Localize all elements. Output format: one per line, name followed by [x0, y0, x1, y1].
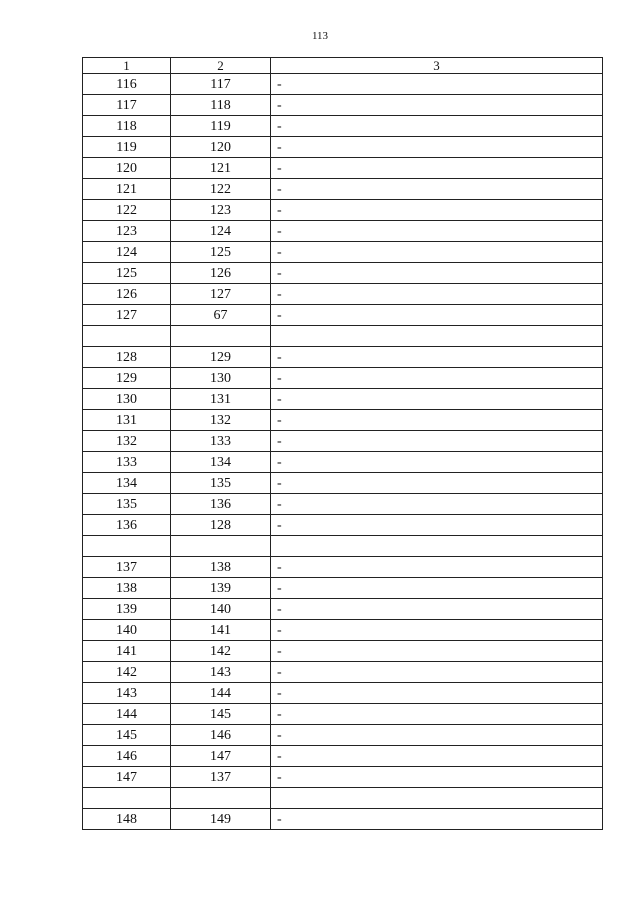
table-row: [83, 347, 603, 368]
table-cell-col-1: 121: [83, 179, 171, 200]
table-cell-col-3: -: [271, 347, 603, 368]
data-table: [82, 57, 603, 830]
table-cell-col-1: 129: [83, 368, 171, 389]
table-body: [83, 74, 603, 830]
table-cell-col-2: 139: [171, 578, 271, 599]
table-cell-col-2: 136: [171, 494, 271, 515]
table-cell-col-2: 129: [171, 347, 271, 368]
table-row: [83, 263, 603, 284]
table-cell-col-2: 140: [171, 599, 271, 620]
table-cell-col-1: 117: [83, 95, 171, 116]
table-cell-col-3: -: [271, 494, 603, 515]
table-cell-col-1: 116: [83, 74, 171, 95]
table-cell-col-1: 122: [83, 200, 171, 221]
table-cell-col-2: 145: [171, 704, 271, 725]
table-row: [83, 326, 603, 347]
table-row: [83, 452, 603, 473]
table-cell-col-1: 135: [83, 494, 171, 515]
table-cell-col-3: -: [271, 284, 603, 305]
table-cell-col-3: -: [271, 641, 603, 662]
table-cell-col-1: 140: [83, 620, 171, 641]
table-row: [83, 389, 603, 410]
table-cell-col-1: 144: [83, 704, 171, 725]
table-cell-col-2: 137: [171, 767, 271, 788]
table-cell-col-3: -: [271, 809, 603, 830]
table-cell-col-3: -: [271, 158, 603, 179]
table-cell-col-2: 131: [171, 389, 271, 410]
table-cell-col-2: 127: [171, 284, 271, 305]
table-cell-col-1: 124: [83, 242, 171, 263]
table-row: [83, 431, 603, 452]
table-cell-col-2: 126: [171, 263, 271, 284]
table-cell-col-3: -: [271, 557, 603, 578]
table-row: [83, 683, 603, 704]
table-cell-col-1: [83, 788, 171, 809]
table-cell-col-2: 122: [171, 179, 271, 200]
table-row: [83, 410, 603, 431]
table-cell-col-3: -: [271, 242, 603, 263]
table-row: [83, 284, 603, 305]
table-cell-col-2: 144: [171, 683, 271, 704]
table-cell-col-1: 131: [83, 410, 171, 431]
table-cell-col-2: 123: [171, 200, 271, 221]
table-row: [83, 95, 603, 116]
table-row: [83, 809, 603, 830]
table-cell-col-2: [171, 536, 271, 557]
table-cell-col-1: 128: [83, 347, 171, 368]
table-cell-col-3: -: [271, 221, 603, 242]
table-cell-col-1: 123: [83, 221, 171, 242]
table-cell-col-2: 121: [171, 158, 271, 179]
table-cell-col-1: 139: [83, 599, 171, 620]
table-cell-col-1: 126: [83, 284, 171, 305]
table-cell-col-1: 118: [83, 116, 171, 137]
table-cell-col-2: 141: [171, 620, 271, 641]
table-header-row: [83, 58, 603, 74]
column-header-2: 2: [171, 58, 271, 74]
table-cell-col-2: 142: [171, 641, 271, 662]
table-cell-col-1: 147: [83, 767, 171, 788]
table-cell-col-2: 128: [171, 515, 271, 536]
table-cell-col-3: -: [271, 137, 603, 158]
table-cell-col-1: [83, 536, 171, 557]
table-cell-col-1: 146: [83, 746, 171, 767]
table-cell-col-2: 124: [171, 221, 271, 242]
table-row: [83, 746, 603, 767]
table-cell-col-2: [171, 326, 271, 347]
table-cell-col-3: [271, 326, 603, 347]
table-cell-col-2: 138: [171, 557, 271, 578]
table-row: [83, 578, 603, 599]
table-cell-col-3: -: [271, 767, 603, 788]
table-row: [83, 494, 603, 515]
table-cell-col-3: -: [271, 305, 603, 326]
table-row: [83, 557, 603, 578]
table-cell-col-2: [171, 788, 271, 809]
table-row: [83, 599, 603, 620]
table-cell-col-1: [83, 326, 171, 347]
table-cell-col-3: -: [271, 431, 603, 452]
table-cell-col-1: 119: [83, 137, 171, 158]
table-cell-col-3: -: [271, 368, 603, 389]
table-row: [83, 767, 603, 788]
table-cell-col-3: -: [271, 389, 603, 410]
table-row: [83, 536, 603, 557]
table-cell-col-2: 119: [171, 116, 271, 137]
table-row: [83, 158, 603, 179]
table-cell-col-3: -: [271, 683, 603, 704]
table-cell-col-1: 125: [83, 263, 171, 284]
table-row: [83, 662, 603, 683]
table-cell-col-1: 145: [83, 725, 171, 746]
table-cell-col-1: 141: [83, 641, 171, 662]
table-row: [83, 137, 603, 158]
table-cell-col-2: 135: [171, 473, 271, 494]
table-cell-col-1: 143: [83, 683, 171, 704]
table-cell-col-1: 142: [83, 662, 171, 683]
table-row: [83, 200, 603, 221]
table-cell-col-2: 149: [171, 809, 271, 830]
table-row: [83, 221, 603, 242]
column-header-1: 1: [83, 58, 171, 74]
table-cell-col-1: 130: [83, 389, 171, 410]
table-cell-col-1: 137: [83, 557, 171, 578]
table-cell-col-3: -: [271, 179, 603, 200]
table-cell-col-3: -: [271, 74, 603, 95]
table-cell-col-1: 136: [83, 515, 171, 536]
table-cell-col-3: -: [271, 473, 603, 494]
table-row: [83, 725, 603, 746]
table-cell-col-2: 117: [171, 74, 271, 95]
table-cell-col-2: 120: [171, 137, 271, 158]
table-cell-col-2: 118: [171, 95, 271, 116]
table-cell-col-1: 120: [83, 158, 171, 179]
table-row: [83, 116, 603, 137]
table-cell-col-2: 134: [171, 452, 271, 473]
table-cell-col-3: -: [271, 452, 603, 473]
table-cell-col-1: 132: [83, 431, 171, 452]
table-cell-col-1: 127: [83, 305, 171, 326]
table-row: [83, 704, 603, 725]
table-cell-col-3: -: [271, 263, 603, 284]
footer-scan-marks: [0, 892, 640, 900]
table-cell-col-2: 133: [171, 431, 271, 452]
table-row: [83, 305, 603, 326]
table-cell-col-3: -: [271, 95, 603, 116]
table-cell-col-1: 134: [83, 473, 171, 494]
table-cell-col-3: -: [271, 704, 603, 725]
table-cell-col-1: 138: [83, 578, 171, 599]
table-cell-col-2: 132: [171, 410, 271, 431]
table-cell-col-2: 130: [171, 368, 271, 389]
page-number: 113: [311, 30, 329, 42]
table-row: [83, 368, 603, 389]
table-cell-col-3: [271, 788, 603, 809]
column-header-3: 3: [271, 58, 603, 74]
table-row: [83, 74, 603, 95]
table-row: [83, 179, 603, 200]
table-cell-col-3: -: [271, 200, 603, 221]
table-cell-col-3: -: [271, 515, 603, 536]
table-cell-col-2: 147: [171, 746, 271, 767]
table-cell-col-3: -: [271, 578, 603, 599]
table-row: [83, 641, 603, 662]
table-row: [83, 788, 603, 809]
table-cell-col-1: 133: [83, 452, 171, 473]
table-cell-col-3: -: [271, 620, 603, 641]
table-cell-col-3: -: [271, 116, 603, 137]
table-row: [83, 242, 603, 263]
table-cell-col-2: 125: [171, 242, 271, 263]
table-cell-col-3: -: [271, 725, 603, 746]
table-row: [83, 515, 603, 536]
table-cell-col-2: 67: [171, 305, 271, 326]
table-row: [83, 620, 603, 641]
table-cell-col-3: [271, 536, 603, 557]
table-cell-col-3: -: [271, 662, 603, 683]
table-cell-col-3: -: [271, 599, 603, 620]
table-cell-col-2: 143: [171, 662, 271, 683]
table-row: [83, 473, 603, 494]
table-cell-col-1: 148: [83, 809, 171, 830]
table-cell-col-3: -: [271, 746, 603, 767]
table-cell-col-2: 146: [171, 725, 271, 746]
table-cell-col-3: -: [271, 410, 603, 431]
